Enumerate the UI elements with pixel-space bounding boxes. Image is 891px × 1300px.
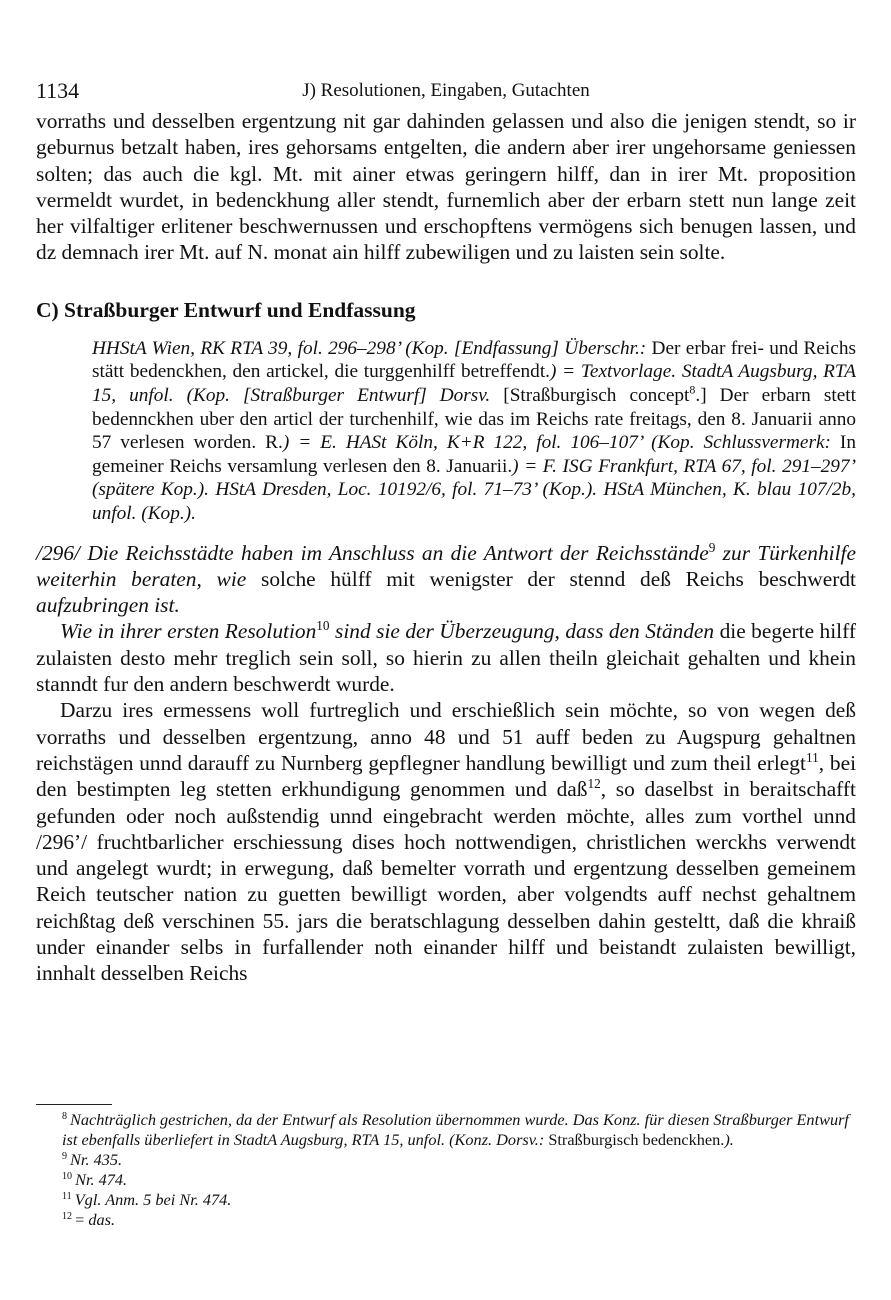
footnote-text: ).	[724, 1130, 734, 1149]
footnote-divider	[36, 1104, 112, 1105]
footnote-ref[interactable]: 9	[708, 539, 716, 555]
footnote-11	[36, 1190, 856, 1210]
source-note-part: [Straßburgisch concept	[490, 384, 690, 406]
paragraph-1	[36, 540, 856, 619]
footnote-9	[36, 1150, 856, 1170]
footnote-number: 8	[62, 1110, 68, 1122]
text-roman: solche hülff mit wenigster der stennd deß Reichs beschwerdt	[246, 566, 856, 591]
source-note-part: Der erbar frei- und Reichs stätt bedenckhen, den artickel, die turggenhilff betreffendt.	[92, 337, 856, 383]
text-italic: Wie in ihrer ersten Resolution	[60, 619, 317, 644]
page-content	[36, 74, 856, 987]
text-italic: zur Türkenhilfe weiterhin beraten, wie	[36, 540, 856, 591]
running-header	[36, 74, 856, 108]
source-note-part: .] Der erbarn stett bedennckhen uber den articl der turchenhilf, wie das im Reichs rate freitags, den 8. Januarii anno 57 verlesen worden. R.	[92, 384, 856, 454]
text-roman: , so daselbst in beraitschafft gefunden oder noch außstendig unnd eingebracht werden möchte, alles zum vorthel unnd /296’/ fruchtbarlicher erschiessung dises hoch nottwendigen, christlichen werckhs verwendt und angelegt wurdt; in erwegung, daß bemelter vorrath und ergentzung desselben gemeinem Reich teutscher nation zu guetten bewilligt worden, aber volgendts auff nechst gehaltnem reichßtag deß verschinen 55. jars die beratschlagung desselben dahin gesteltt, daß die khraiß under einander selbs in furfallender noth einander hilff und beistandt zulaisten bewilligt, innhalt desselben Reichs	[36, 777, 856, 986]
paragraph-3	[36, 697, 856, 986]
footnote-ref[interactable]: 10	[316, 618, 330, 634]
footnote-text: =	[75, 1210, 89, 1229]
text-roman: , bei den bestimpten leg stetten erkhundigung genommen und daß	[36, 750, 857, 802]
footnote-number: 11	[62, 1190, 72, 1202]
footnote-ref[interactable]: 12	[587, 776, 601, 792]
footnote-text: Nr. 474.	[75, 1170, 128, 1189]
source-note	[92, 337, 856, 526]
footnote-ref[interactable]: 11	[805, 749, 819, 765]
source-note-part: ) = Textvorlage. StadtA Augsburg, RTA 15, unfol. (Kop. [Straßburger Entwurf] Dorsv.	[92, 361, 856, 406]
source-note-part: HHStA Wien, RK RTA 39, fol. 296–298’ (Kop. [Endfassung] Überschr.:	[92, 337, 647, 359]
source-note-part: ) = F. ISG Frankfurt, RTA 67, fol. 291–297’ (spätere Kop.). HStA Dresden, Loc. 10192/6, fol. 71–73’ (Kop.). HStA München, K. blau 107/2b, unfol. (Kop.).	[92, 455, 856, 524]
footnote-text: Nr. 435.	[70, 1150, 123, 1169]
page-number: 1134	[36, 78, 80, 103]
footnote-number: 10	[62, 1170, 73, 1182]
footnote-number: 9	[62, 1150, 68, 1162]
footnote-text: Straßburgisch bedenckhen.	[544, 1130, 725, 1149]
section-heading: C) Straßburger Entwurf und Endfassung	[36, 297, 416, 322]
footnote-text: Nachträglich gestrichen, da der Entwurf als Resolution übernommen wurde. Das Konz. für diesen Straßburger Entwurf ist ebenfalls überliefert in StadtA Augsburg, RTA 15, unfol. (Konz. Dorsv.:	[62, 1110, 849, 1149]
source-note-part: In gemeiner Reichs versamlung verlesen den 8. Januarii.	[92, 432, 856, 477]
text-roman: die begerte hilff zulaisten desto mehr treglich sein soll, so hierin zu allen theiln gleichait gehalten und khein stanndt fur den andern beschwerdt wurde.	[36, 619, 856, 697]
footnote-8	[36, 1110, 856, 1150]
intro-paragraph: vorraths und desselben ergentzung nit gar dahinden gelassen und also die jenigen stendt, so ir geburnus betzalt haben, ires gehorsams entgelten, die andern aber irer ungehorsame geniessen solten; das auch die kgl. Mt. mit ainer etwas geringern hilff, dan in irer Mt. proposition vermeldt wurdet, in bedenckhung aller stendt, furnemlich aber der erbarn stett nun lange zeit her vilfaltiger erlitener beschwernussen und erschopftens vermögens sich benugen lassen, und dz demnach irer Mt. auf N. monat ain hilff zubewiligen und zu laisten sein solte.	[36, 109, 856, 265]
footnote-text: Vgl. Anm. 5 bei Nr. 474.	[74, 1190, 232, 1209]
footnote-10	[36, 1170, 856, 1190]
text-italic: aufzubringen ist.	[36, 593, 180, 618]
paragraph-2	[36, 618, 856, 697]
source-note-part: ) = E. HASt Köln, K+R 122, fol. 106–107’ (Kop. Schlussvermerk:	[282, 432, 831, 454]
footnotes	[36, 1110, 856, 1230]
text-italic: sind sie der Überzeugung, dass den Ständen	[329, 619, 715, 644]
footnote-text: das.	[88, 1210, 116, 1229]
text-italic: /296/ Die Reichsstädte haben im Anschluss an die Antwort der Reichsstände	[36, 540, 709, 565]
text-roman: Darzu ires ermessens woll furtreglich und erschießlich sein möchte, so von wegen deß vorraths und desselben ergentzung, anno 48 und 51 auff beden zu Augspurg gehaltnen reichstägen unnd darauff zu Nurnberg gepflegner handlung bewilligt und zum theil erlegt	[36, 698, 856, 775]
footnote-number: 12	[62, 1210, 73, 1222]
footnote-12	[36, 1210, 856, 1230]
running-title: J) Resolutionen, Eingaben, Gutachten	[302, 80, 590, 101]
footnote-ref[interactable]: 8	[689, 382, 696, 397]
